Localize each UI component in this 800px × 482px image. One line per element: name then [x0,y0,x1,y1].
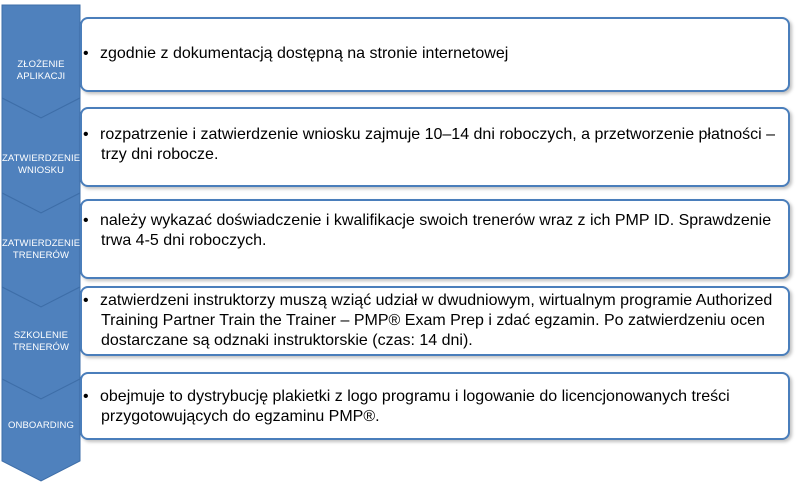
step-description-3: należy wykazać doświadczenie i kwalifikacje swoich trenerów wraz z ich PMP ID. Sprawdzenie trwa 4-5 dni roboczych. [100,212,772,249]
step-label-5 [2,420,80,432]
step-label-2-line-1: ZATWIERDZENIE [2,153,81,164]
step-box-1 [80,17,790,92]
step-label-2 [2,153,80,177]
bullet-4: • [83,292,89,309]
step-label-4-line-1: SZKOLENIE [13,330,69,341]
step-label-3-line-2: TRENERÓW [12,250,70,261]
step-label-4 [2,330,80,354]
step-box-5 [80,372,790,440]
bullet-2: • [83,126,89,143]
bullet-3: • [83,212,89,229]
step-text-2 [83,125,780,165]
step-text-3 [83,211,780,251]
bullet-1: • [83,45,89,62]
step-description-1: zgodnie z dokumentacją dostępną na stronie internetowej [100,45,509,62]
bullet-5: • [83,388,89,405]
step-box-4 [80,286,790,356]
step-label-1-line-1: ZŁOŻENIE [17,59,65,70]
step-label-3 [2,238,80,262]
step-description-2: rozpatrzenie i zatwierdzenie wniosku zajmuje 10–14 dni roboczych, a przetworzenie płatności – trzy dni robocze. [100,126,776,163]
step-text-4 [83,291,780,351]
step-label-4-line-2: TRENERÓW [12,342,70,353]
step-text-1 [83,44,780,64]
step-label-1-line-2: APLIKACJI [16,71,66,82]
step-description-5: obejmuje to dystrybucję plakietki z logo programu i logowanie do licencjonowanych treści przygotowujących do egzaminu PMP®. [100,388,730,425]
step-label-3-line-1: ZATWIERDZENIE [2,238,81,249]
step-label-5-line-1: ONBOARDING [8,420,74,431]
step-box-2 [80,107,790,187]
step-description-4: zatwierdzeni instruktorzy muszą wziąć udział w dwudniowym, wirtualnym programie Authorized Training Partner Train the Trainer – PMP® Exam Prep i zdać egzamin. Po zatwierdzeniu ocen dostarczane są odznaki instruktorskie (czas: 14 dni). [100,292,773,349]
step-label-1 [2,59,80,83]
step-label-2-line-2: WNIOSKU [17,165,65,176]
step-box-3 [80,199,790,279]
step-text-5 [83,387,780,427]
